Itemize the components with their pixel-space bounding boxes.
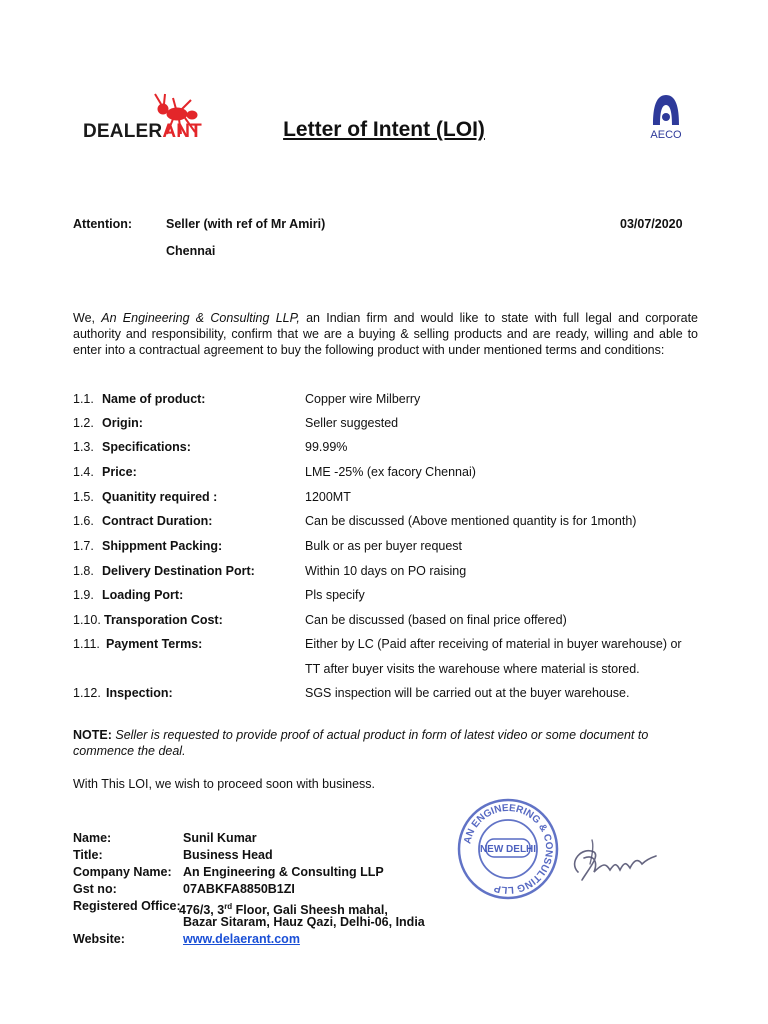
stamp-ring-text: AN ENGINEERING & CONSULTING LLP (462, 802, 555, 896)
intro-paragraph: We, An Engineering & Consulting LLP, an Indian firm and would like to state with full legal and corporate authority and responsibility, confirm that we are a buying & selling products and are ready, willing and able to enter into a contractual agreement to buy the following product with under mentioned terms and conditions: (73, 311, 699, 357)
website-link[interactable]: www.delaerant.com (183, 932, 300, 946)
stamp-center-text: NEW DELHI (479, 844, 537, 855)
attention-label: Attention: (73, 217, 133, 231)
letter-date: 03/07/2020 (620, 217, 683, 231)
note-label: NOTE: (73, 728, 112, 742)
note-text: Seller is requested to provide proof of actual product in form of latest video or some document to commence the deal. (73, 728, 649, 758)
company-stamp (456, 797, 560, 901)
aeco-logo (640, 93, 692, 145)
dealerant-wordmark: DEALERANT (83, 121, 202, 142)
aeco-emblem-icon (640, 93, 692, 129)
attention-recipient: Seller (with ref of Mr Amiri) (166, 217, 326, 231)
attention-city: Chennai (166, 244, 216, 258)
signature-image (564, 832, 660, 888)
note-paragraph (73, 727, 697, 759)
aeco-wordmark: AECO (650, 129, 682, 141)
document-title: Letter of Intent (LOI) (283, 118, 485, 141)
intro-company-name: An Engineering & Consulting LLP, (101, 311, 300, 325)
closing-line: With This LOI, we wish to proceed soon with business. (73, 777, 375, 791)
